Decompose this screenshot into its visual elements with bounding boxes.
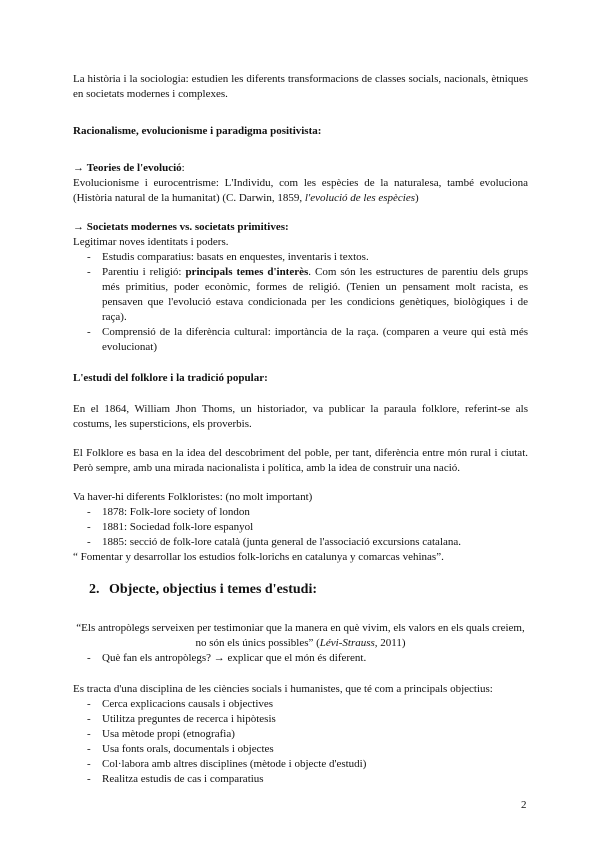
list-item: - Parentiu i religió: principals temes d'interès. Com són les estructures de parentiu dels grups més primitius, poder econòmic, formes de religió. (Tenien un pensament molt racista, es pensaven que l'evolució estava condicionada per les condicions genètiques, biològiques i de raça). [87, 265, 528, 325]
section-title: Objecte, objectius i temes d'estudi: [109, 582, 318, 597]
darwin-book-title: l'evolució de les espècies [304, 192, 416, 204]
section-heading-rationalism: Racionalisme, evolucionisme i paradigma positivista: [73, 125, 322, 137]
page-number: 2 [521, 799, 527, 811]
section-number: 2. [89, 582, 100, 597]
intro-paragraph: La història i la sociologia: estudien les diferents transformacions de classes socials, nacionals, ètniques en societats modernes i complexes. [73, 73, 528, 100]
list-item: - Què fan els antropòlegs? → explicar que el món és diferent. [87, 651, 528, 666]
list-item: - 1881: Sociedad folk-lore espanyol [87, 520, 528, 535]
folklorists-list [73, 505, 528, 550]
list-item: - Usa mètode propi (etnografia) [87, 727, 528, 742]
societies-heading [73, 220, 528, 235]
levi-strauss-quote: “Els antropòlegs serveixen per testimoniar que la manera en què vivim, els valors en els quals creiem, no són els únics possibles” (Lévi-Strauss, 2011) [76, 622, 525, 649]
discipline-paragraph: Es tracta d'una disciplina de les ciències socials i humanistes, que té com a principals objectius: [73, 683, 493, 695]
list-item: - Realitza estudis de cas i comparatius [87, 772, 528, 787]
quote-author: Lévi-Strauss, [319, 637, 378, 649]
folklorists-intro: Va haver-hi diferents Folkloristes: (no molt important) [73, 491, 313, 503]
section-2-heading [73, 581, 528, 599]
arrow-icon: → [73, 162, 84, 174]
societies-title: Societats modernes vs. societats primitives: [86, 221, 289, 233]
folklore-quote: “ Fomentar y desarrollar los estudios folk-lorichs en catalunya y comarcas vehinas”. [73, 551, 444, 563]
list-item: - Comprensió de la diferència cultural: importància de la raça. (comparen a veure qui està més evolucionat) [87, 325, 528, 355]
list-item: - 1878: Folk-lore society of london [87, 505, 528, 520]
folklore-heading: L'estudi del folklore i la tradició popular: [73, 372, 268, 384]
document-page [73, 72, 528, 787]
anthropologists-question-list [73, 651, 528, 666]
arrow-icon: → [73, 221, 84, 233]
rationalism-list [73, 250, 528, 355]
list-item: - Usa fonts orals, documentals i objectes [87, 742, 528, 757]
folklore-paragraph-1: En el 1864, William Jhon Thoms, un historiador, va publicar la paraula folklore, referint-se als costums, les supersticions, els proverbis. [73, 403, 528, 430]
folklore-paragraph-2: El Folklore es basa en la idea del descobriment del poble, per tant, diferència entre món rural i ciutat. Però sempre, amb una mirada nacionalista i política, amb la idea de construir una nació. [73, 447, 528, 474]
evolution-theories-heading: → Teories de l'evolució: [73, 162, 185, 174]
societies-text: Legitimar noves identitats i poders. [73, 236, 229, 248]
objectives-list [73, 697, 528, 787]
list-item: - 1885: secció de folk-lore català (junta general de l'associació excursions catalana. [87, 535, 528, 550]
list-item: - Col·labora amb altres disciplines (mètode i objecte d'estudi) [87, 757, 528, 772]
evolution-paragraph: Evolucionisme i eurocentrisme: L'Individu, com les espècies de la naturalesa, també evoluciona (Història natural de la humanitat) (C. Darwin, 1859, l'evolució de les espècies) [73, 177, 528, 204]
list-item: - Estudis comparatius: basats en enquestes, inventaris i textos. [87, 250, 528, 265]
list-item: - Cerca explicacions causals i objectives [87, 697, 528, 712]
evolution-theories-title: Teories de l'evolució [86, 162, 182, 174]
list-item: - Utilitza preguntes de recerca i hipòtesis [87, 712, 528, 727]
